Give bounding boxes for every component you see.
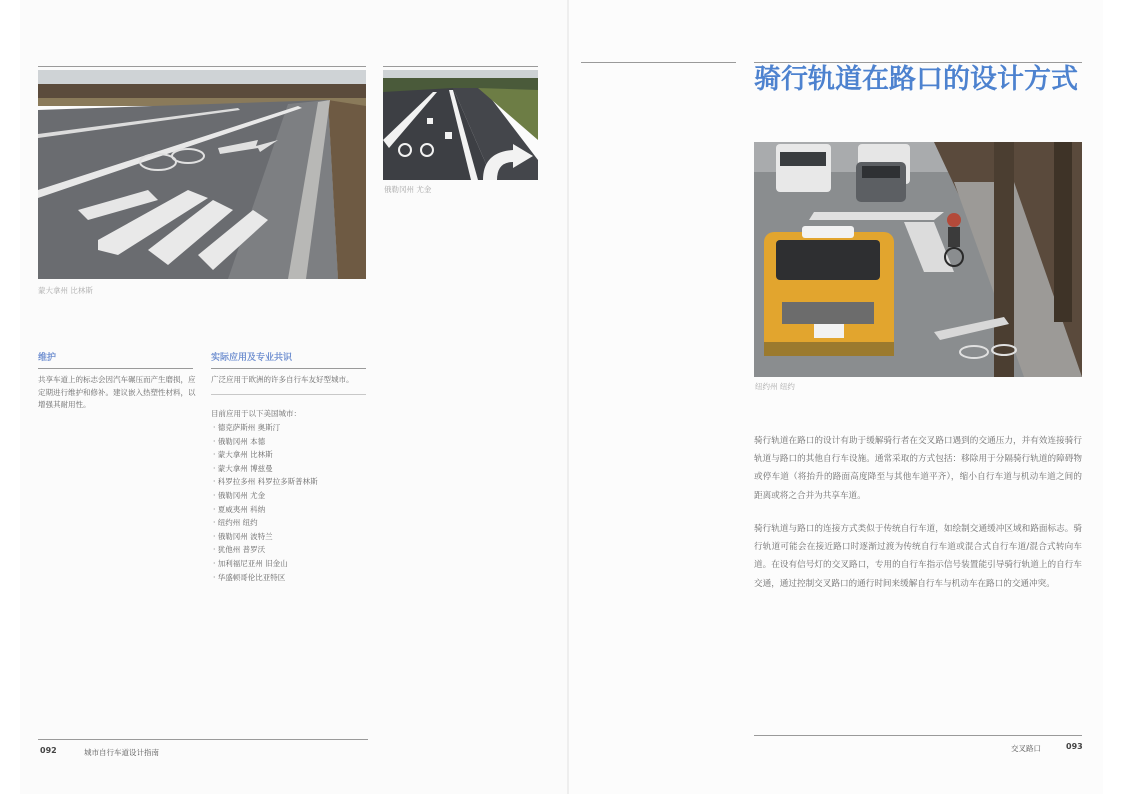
maintenance-rule bbox=[38, 368, 193, 369]
footer-rule-right bbox=[754, 735, 1082, 736]
city-item: · 华盛顿哥伦比亚特区 bbox=[213, 571, 318, 585]
book-title-footer: 城市自行车道设计指南 bbox=[84, 748, 159, 757]
maintenance-text: 共享车道上的标志会因汽车碾压而产生磨损，应定期进行维护和修补。建议嵌入热塑性材料，以增强其耐用性。 bbox=[38, 375, 196, 409]
cities-list bbox=[213, 421, 318, 584]
city-item: · 科罗拉多州 科罗拉多斯普林斯 bbox=[213, 475, 318, 489]
city-item: · 俄勒冈州 波特兰 bbox=[213, 530, 318, 544]
page-number-right: 093 bbox=[1066, 742, 1083, 751]
top-rule-right-inner bbox=[581, 62, 736, 63]
application-divider bbox=[211, 394, 366, 395]
photo2-caption: 俄勒冈州 尤金 bbox=[384, 185, 432, 194]
body-paragraph-2: 骑行轨道与路口的连接方式类似于传统自行车道，如绘制交通缓冲区域和路面标志。骑行轨道可能会在接近路口时逐渐过渡为传统自行车道或混合式自行车道/混合式转向车道。在设有信号灯的交叉路口，专用的自行车指示信号装置能引导骑行轨道上的自行车交通，通过控制交叉路口的通行时间来缓解自行车与机动车在路口的交通冲突。 bbox=[754, 524, 1082, 589]
top-rule-right bbox=[754, 62, 1082, 63]
photo-eugene-bike-lane bbox=[383, 70, 538, 180]
book-gutter bbox=[567, 0, 569, 794]
photo1-caption: 蒙大拿州 比林斯 bbox=[38, 286, 93, 295]
city-item: · 蒙大拿州 博兹曼 bbox=[213, 462, 318, 476]
right-page bbox=[568, 0, 1103, 794]
city-item: · 俄勒冈州 本德 bbox=[213, 435, 318, 449]
application-heading: 实际应用及专业共识 bbox=[211, 353, 293, 363]
body-paragraph-1: 骑行轨道在路口的设计有助于缓解骑行者在交叉路口遇到的交通压力，并有效连接骑行轨道与路口的其他自行车设施。通常采取的方式包括：移除用于分隔骑行轨道的障碍物或停车道（将抬升的路面高度降至与其他车道平齐），缩小自行车道与机动车道之间的距离或将之合并为共享车道。 bbox=[754, 436, 1082, 501]
city-item: · 纽约州 纽约 bbox=[213, 516, 318, 530]
page-title: 骑行轨道在路口的设计方式 bbox=[754, 64, 1078, 95]
city-item: · 蒙大拿州 比林斯 bbox=[213, 448, 318, 462]
city-item: · 夏威夷州 科纳 bbox=[213, 503, 318, 517]
footer-rule-left bbox=[38, 739, 368, 740]
top-rule-left bbox=[38, 66, 366, 67]
application-rule bbox=[211, 368, 366, 369]
city-item: · 犹他州 普罗沃 bbox=[213, 543, 318, 557]
cities-intro: 目前应用于以下美国城市： bbox=[211, 409, 301, 418]
city-item: · 俄勒冈州 尤金 bbox=[213, 489, 318, 503]
maintenance-heading: 维护 bbox=[38, 353, 57, 363]
photo-new-york-taxi bbox=[754, 142, 1082, 377]
top-rule-photo2 bbox=[383, 66, 538, 67]
photo-billings-shared-lane bbox=[38, 70, 366, 279]
section-name-footer: 交叉路口 bbox=[1011, 744, 1041, 753]
city-item: · 德克萨斯州 奥斯汀 bbox=[213, 421, 318, 435]
photo3-caption: 纽约州 纽约 bbox=[755, 382, 795, 391]
city-item: · 加利福尼亚州 旧金山 bbox=[213, 557, 318, 571]
page-number-left: 092 bbox=[40, 746, 57, 755]
application-text: 广泛应用于欧洲的许多自行车友好型城市。 bbox=[211, 375, 354, 384]
